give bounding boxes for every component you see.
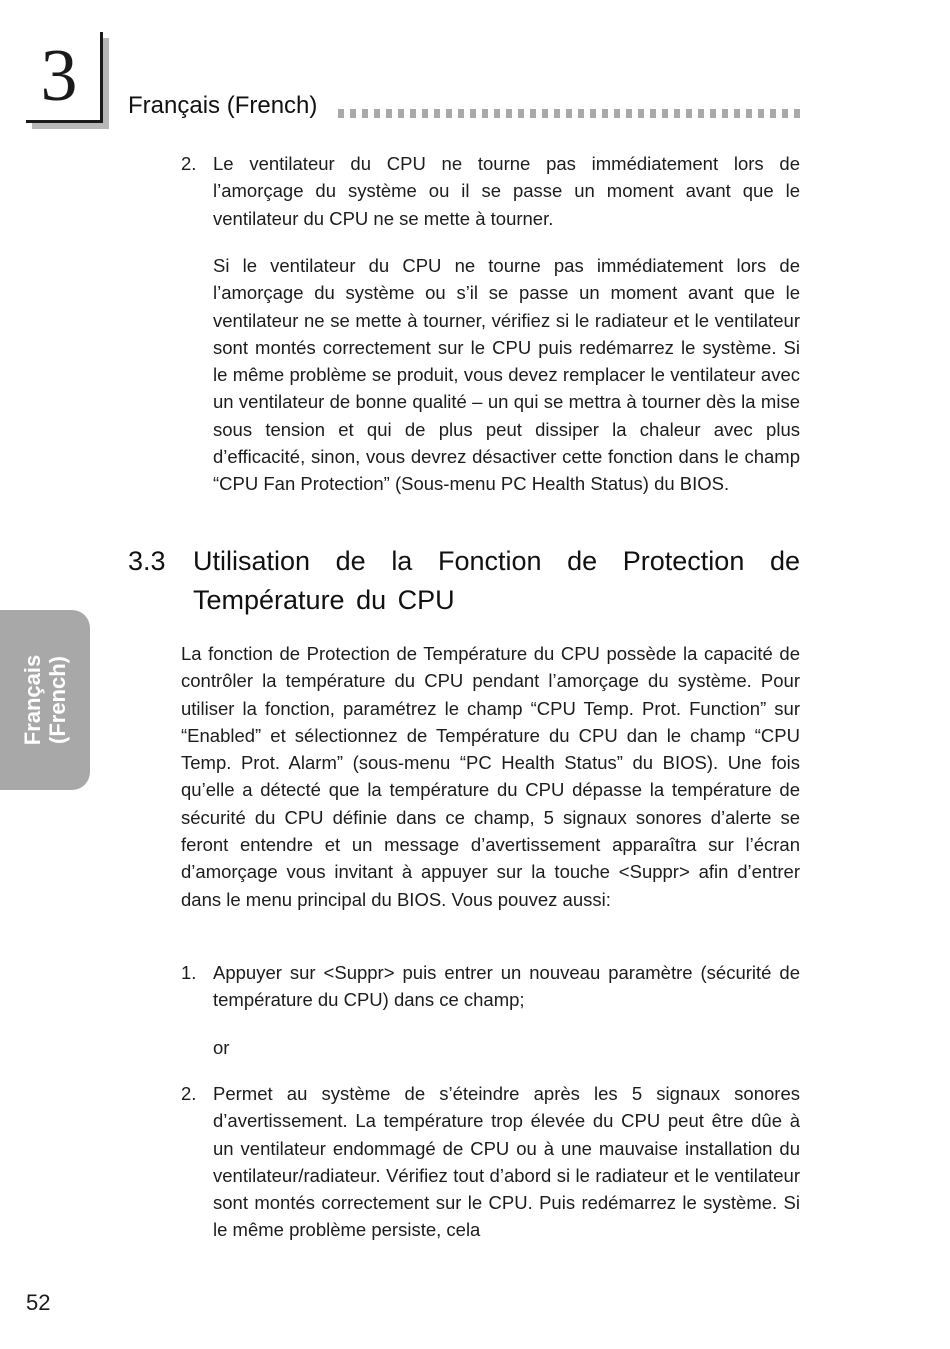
side-tab-label-line1: Français — [20, 654, 45, 746]
side-tab-label-line2: (French) — [45, 656, 70, 744]
list-number: 2. — [181, 1083, 197, 1104]
chapter-box — [26, 32, 103, 123]
side-tab-label — [20, 655, 70, 746]
list-item-text: Appuyer sur <Suppr> puis entrer un nouveau paramètre (sécurité de température du CPU) dans ce champ; — [213, 962, 800, 1011]
list-item-text: Permet au système de s’éteindre après les 5 signaux sonores d’avertissement. La température trop élevée du CPU peut être dûe à un ventilateur endommagé de CPU ou à une mauvaise installation du ventilateur/radiateur. Vérifiez tout d’abord si le radiateur et le ventilateur sont montés correctement sur le CPU. Puis redémarrez le système. Si le même problème persiste, cela — [213, 1083, 800, 1241]
list-number: 2. — [181, 153, 197, 174]
section-title: Utilisation de la Fonction de Protection de Température du CPU — [193, 546, 800, 615]
side-tab — [0, 610, 90, 790]
list-item-followup: Si le ventilateur du CPU ne tourne pas immédiatement lors de l’amorçage du système ou s’il se passe un moment avant que le ventilateur ne se mette à tourner, vérifiez si le radiateur et le ventilateur sont montés correctement sur le CPU puis redémarrez le système. Si le même problème se produit, vous devez remplacer le ventilateur avec un ventilateur de bonne qualité – un qui se mettra à tourner dès la mise sous tension et qui de plus peut dissiper la chaleur avec plus d’efficacité, sinon, vous devrez désactiver cette fonction dans le champ “CPU Fan Protection” (Sous-menu PC Health Status) du BIOS. — [213, 255, 800, 495]
chapter-number: 3 — [40, 35, 78, 117]
list-item-text: Le ventilateur du CPU ne tourne pas immédiatement lors de l’amorçage du système ou il se passe un moment avant que le ventilateur du CPU ne se mette à tourner. — [213, 153, 800, 229]
header-dotted-rule — [338, 109, 800, 118]
section-intro: La fonction de Protection de Température du CPU possède la capacité de contrôler la température du CPU pendant l’amorçage du système. Pour utiliser la fonction, paramétrez le champ “CPU Temp. Prot. Function” sur “Enabled” et sélectionnez de Température du CPU dan le champ “CPU Temp. Prot. Alarm” (sous-menu “PC Health Status” du BIOS). Une fois qu’elle a détecté que la température du CPU dépasse la température de sécurité du CPU définie dans ce champ, 5 signaux sonores d’alerte se feront entendre et un message d’avertissement apparaîtra sur l’écran d’amorçage vous invitant à appuyer sur la touche <Suppr> afin d’entrer dans le menu principal du BIOS. Vous pouvez aussi: — [181, 643, 800, 910]
page-number: 52 — [26, 1290, 51, 1315]
or-text: or — [213, 1037, 230, 1058]
section-number: 3.3 — [128, 546, 166, 576]
header-title: Français (French) — [128, 92, 318, 119]
list-number: 1. — [181, 962, 197, 983]
